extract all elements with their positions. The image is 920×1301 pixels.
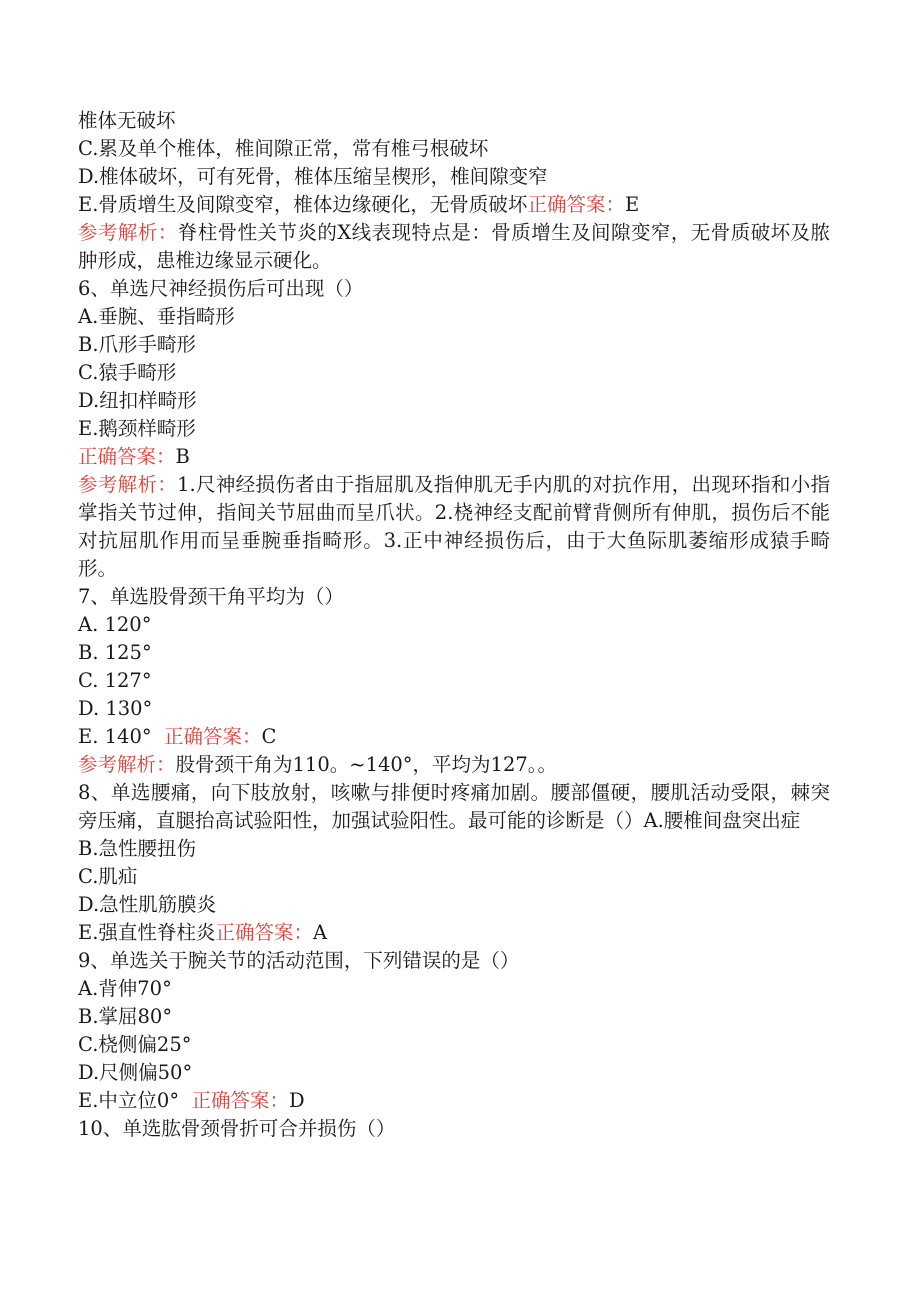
q6-answer-row — [78, 443, 830, 471]
q7-option-b: B. 125° — [78, 641, 152, 664]
q9-answer-label: 正确答案： — [191, 1089, 290, 1112]
q8-answer-label: 正确答案： — [215, 921, 313, 944]
q5-analysis-label: 参考解析： — [78, 221, 178, 244]
q9-option-d: D.尺侧偏50° — [78, 1061, 193, 1084]
q8-answer-value: A — [312, 921, 328, 944]
q9-option-b: B.掌屈80° — [78, 1005, 173, 1028]
q5-analysis — [78, 219, 830, 275]
q9-option-a: A.背伸70° — [78, 977, 172, 1000]
q6-answer-label: 正确答案： — [78, 445, 176, 468]
q7-analysis-label: 参考解析： — [78, 753, 176, 776]
q5-option-d: D.椎体破坏，可有死骨，椎体压缩呈楔形，椎间隙变窄 — [78, 165, 548, 188]
q7-answer-label: 正确答案： — [164, 725, 262, 748]
q9-answer-value: D — [289, 1089, 305, 1112]
q6-question: 6、单选尺神经损伤后可出现（） — [78, 277, 364, 300]
q8-question: 8、单选腰痛，向下肢放射，咳嗽与排便时疼痛加剧。腰部僵硬，腰肌活动受限，棘突旁压痛，直腿抬高试验阳性，加强试验阳性。最可能的诊断是（）A.腰椎间盘突出症 — [78, 781, 830, 832]
q7-option-a: A. 120° — [78, 613, 152, 636]
q6-analysis — [78, 471, 830, 583]
q7-option-e-row — [78, 723, 830, 751]
q5-option-continuation: 椎体无破坏 — [78, 109, 176, 132]
q6-answer-value: B — [175, 445, 190, 468]
q10-question: 10、单选肱骨颈骨折可合并损伤（） — [78, 1117, 396, 1140]
q5-analysis-text: 脊柱骨性关节炎的X线表现特点是：骨质增生及间隙变窄，无骨质破坏及脓肿形成，患椎边缘显示硬化。 — [78, 221, 830, 272]
q6-option-d: D.纽扣样畸形 — [78, 389, 197, 412]
q8-option-e-row — [78, 919, 830, 947]
q7-question: 7、单选股骨颈干角平均为（） — [78, 585, 344, 608]
q7-option-c: C. 127° — [78, 669, 152, 692]
q5-answer-value: E — [624, 193, 640, 216]
q7-answer-value: C — [261, 725, 277, 748]
q9-option-c: C.桡侧偏25° — [78, 1033, 192, 1056]
q7-analysis-text: 股骨颈干角为110。~140°，平均为127。。 — [175, 753, 558, 776]
q7-analysis — [78, 751, 830, 779]
q8-option-c: C.肌疝 — [78, 865, 138, 888]
q7-option-e: E. 140° — [78, 725, 152, 748]
q5-answer-label: 正确答案： — [527, 193, 625, 216]
q6-option-b: B.爪形手畸形 — [78, 333, 197, 356]
q6-option-e: E.鹅颈样畸形 — [78, 417, 196, 440]
document-page — [78, 107, 830, 1143]
q5-option-e-row — [78, 191, 830, 219]
q5-option-c: C.累及单个椎体，椎间隙正常，常有椎弓根破坏 — [78, 137, 489, 160]
q6-option-a: A.垂腕、垂指畸形 — [78, 305, 235, 328]
q5-option-e: E.骨质增生及间隙变窄，椎体边缘硬化，无骨质破坏 — [78, 193, 528, 216]
q6-option-c: C.猿手畸形 — [78, 361, 177, 384]
q8-option-b: B.急性腰扭伤 — [78, 837, 197, 860]
q8-option-e: E.强直性脊柱炎 — [78, 921, 216, 944]
q9-option-e-row — [78, 1087, 830, 1115]
q8-option-d: D.急性肌筋膜炎 — [78, 893, 217, 916]
q9-option-e: E.中立位0° — [78, 1089, 180, 1112]
q9-question: 9、单选关于腕关节的活动范围，下列错误的是（） — [78, 949, 520, 972]
q6-analysis-text: 1.尺神经损伤者由于指屈肌及指伸肌无手内肌的对抗作用，出现环指和小指掌指关节过伸，指间关节屈曲而呈爪状。2.桡神经支配前臂背侧所有伸肌，损伤后不能对抗屈肌作用而呈垂腕垂指畸形。3.正中神经损伤后，由于大鱼际肌萎缩形成猿手畸形。 — [78, 473, 830, 580]
q7-option-d: D. 130° — [78, 697, 153, 720]
q6-analysis-label: 参考解析： — [78, 473, 178, 496]
